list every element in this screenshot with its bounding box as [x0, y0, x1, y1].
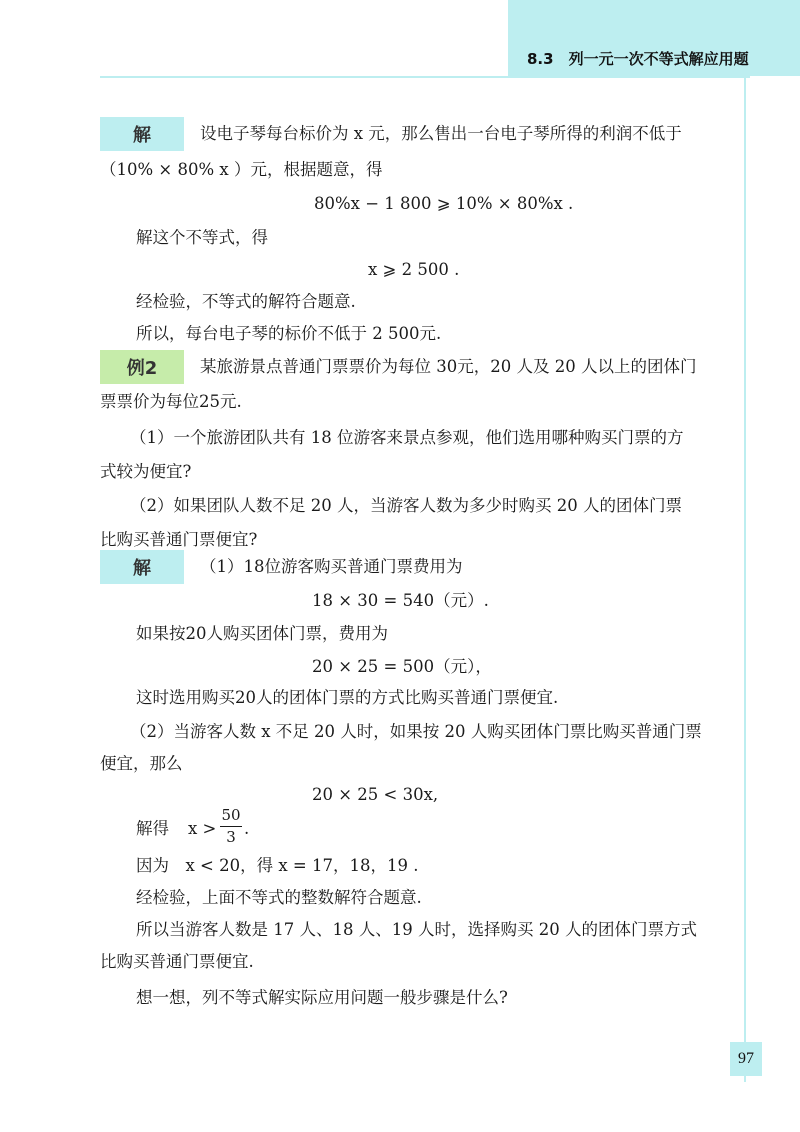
example2-line-5: （2）如果团队人数不足 20 人，当游客人数为多少时购买 20 人的团体门票	[130, 496, 682, 515]
solution2-line-4: （2）当游客人数 x 不足 20 人时，如果按 20 人购买团体门票比购买普通门票	[130, 722, 702, 741]
solution1-line-4: 经检验，不等式的解符合题意.	[136, 292, 356, 311]
example2-line-1: 某旅游景点普通门票票价为每位 30元，20 人及 20 人以上的团体门	[200, 357, 697, 376]
example2-line-6: 比购买普通门票便宜?	[100, 530, 258, 549]
solution-tag: 解	[100, 117, 184, 151]
example2-line-4: 式较为便宜?	[100, 462, 192, 481]
example2-tag: 例2	[100, 350, 184, 384]
solution2-inequality: x >	[188, 819, 217, 838]
solution2-line-5: 便宜，那么	[100, 754, 183, 773]
solution2-equation-1: 18 × 30 = 540（元）.	[312, 591, 489, 610]
page-number: 97	[730, 1042, 762, 1076]
fraction-numerator: 50	[221, 806, 241, 824]
margin-rule	[744, 76, 746, 1082]
solution2-equation-2: 20 × 25 = 500（元），	[312, 657, 492, 676]
solution2-equation-3: 20 × 25 < 30x,	[312, 785, 439, 804]
solution2-line-8: 所以当游客人数是 17 人、18 人、19 人时，选择购买 20 人的团体门票方式	[136, 920, 697, 939]
solution2-line-7: 经检验，上面不等式的整数解符合题意.	[136, 888, 422, 907]
solution1-line-1: 设电子琴每台标价为 x 元，那么售出一台电子琴所得的利润不低于	[200, 124, 682, 143]
solution2-solve-label: 解得	[136, 819, 169, 838]
solution1-line-3: 解这个不等式，得	[136, 228, 268, 247]
solution1-equation-1: 80%x − 1 800 ⩾ 10% × 80%x .	[314, 194, 574, 213]
example2-line-3: （1）一个旅游团队共有 18 位游客来景点参观，他们选用哪种购买门票的方	[130, 428, 684, 447]
fraction-bar	[220, 826, 242, 827]
think-prompt: 想一想，列不等式解实际应用问题一般步骤是什么?	[136, 988, 508, 1007]
solution1-line-2: （10% × 80% x ）元，根据题意，得	[100, 160, 383, 179]
solution1-equation-2: x ⩾ 2 500 .	[368, 260, 460, 279]
solution1-line-5: 所以，每台电子琴的标价不低于 2 500元.	[136, 324, 442, 343]
solution2-tag: 解	[100, 550, 184, 584]
example2-line-2: 票票价为每位25元.	[100, 392, 242, 411]
solution2-line-6: 因为 x < 20，得 x = 17，18，19 .	[136, 856, 419, 875]
solution2-line-2: 如果按20人购买团体门票，费用为	[136, 624, 388, 643]
solution2-line-1: （1）18位游客购买普通门票费用为	[200, 557, 463, 576]
solution2-line-9: 比购买普通门票便宜.	[100, 952, 254, 971]
solution2-period: .	[244, 819, 250, 838]
section-title: 8.3 列一元一次不等式解应用题	[527, 50, 749, 68]
solution2-line-3: 这时选用购买20人的团体门票的方式比购买普通门票便宜.	[136, 688, 559, 707]
header-divider	[100, 76, 750, 78]
fraction-denominator: 3	[226, 828, 236, 846]
